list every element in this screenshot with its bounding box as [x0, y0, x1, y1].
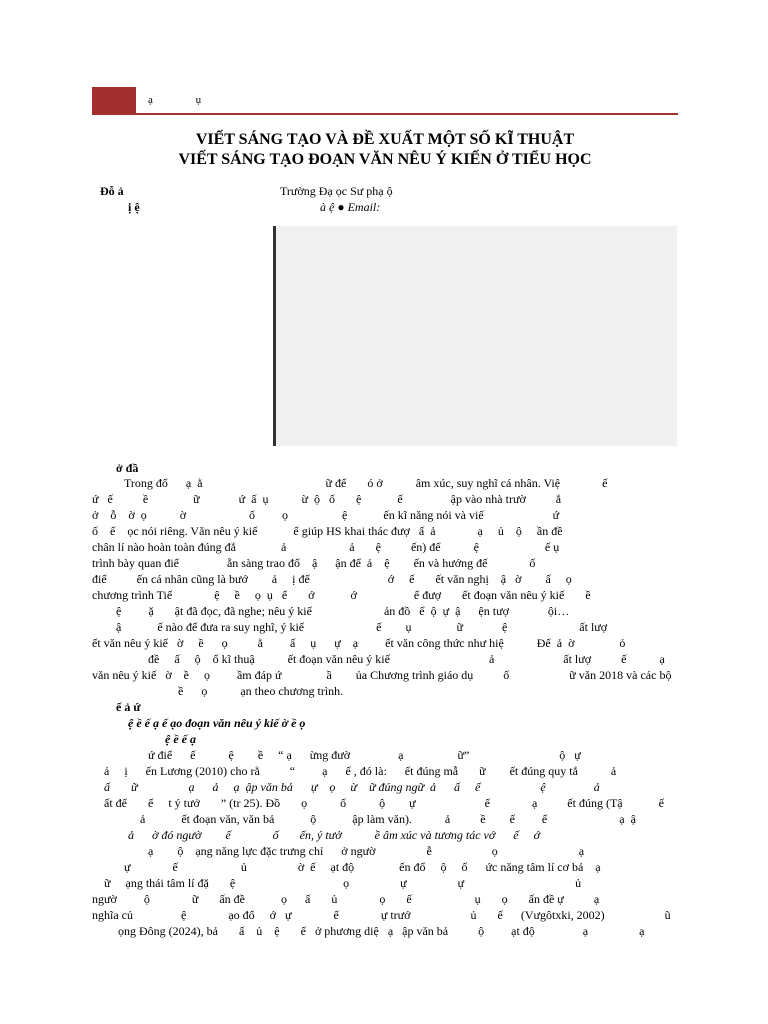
author-name: Đỗ ả [100, 184, 124, 198]
body-line: ứ điể ế ệ ề “ ạ ừng đườ ạ ữ” ộ ự [148, 748, 581, 762]
section-2-1-1-heading: ệ ề ế ạ [165, 732, 196, 746]
body-line: ạ ộ ạng năng lực đặc trưng chỉ ở ngườ ễ ọ ạ [148, 844, 585, 858]
body-line: ứ ế ề ữ ứ ấ ụ ừ ộ ố ệ ế ập vào nhà trườ ắ [92, 492, 562, 506]
running-header [148, 94, 240, 106]
section-1-heading: ở đầ [116, 461, 139, 475]
header-rule [92, 113, 678, 115]
author-email: à ệ ● Email: [320, 200, 381, 214]
header-accent-block [92, 87, 136, 115]
body-line: ết văn nêu ý kiế ờ ề ọ ằ ấ ụ ự ạ ết văn công thức như hiệ Để ả ờ ỏ [92, 636, 626, 650]
body-line: nghĩa củ ệ ạo đổ ớ ự ể ự trướ ủ ế (Vưgôtxki, 2002) ũ [92, 908, 671, 922]
body-line: ề ọ ạn theo chương trình. [178, 684, 344, 698]
abstract-box [273, 226, 677, 446]
body-line: Trong đổ ạ ằ ữ để ó ở âm xúc, suy nghĩ cá nhân. Việ ế [124, 476, 608, 490]
body-line: ữ ạng thái tâm lí đặ ệ ọ ự ự ủ [104, 876, 582, 890]
section-2-heading: ế ả ứ [116, 700, 141, 714]
body-line: điể ến cá nhân cũng là bướ ả ị để ớ ế ết văn nghị ậ ờ ấ ọ [92, 572, 572, 586]
body-line: văn nêu ý kiế ờ ề ọ ầm đáp ứ ầ ủa Chương trình giáo dụ ổ ữ văn 2018 và các bộ [92, 668, 672, 682]
body-line: ở ỗ ờ ọ ờ ố ọ ệ ến kĩ năng nói và viế ứ [92, 508, 560, 522]
author-subline-left: ị ệ [128, 200, 140, 214]
body-line: ả ị ến Lương (2010) cho rằ “ ạ ế , đó là: ết đúng mẫ ữ ết đúng quy tắ ả [104, 764, 617, 778]
body-line: trình bày quan điể ẵn sàng trao đổ ậ ận để ả ệ ến và hướng đế ố [92, 556, 536, 570]
body-line: chương trình Tiế ệ ề ọ ụ ể ớ ớ ể đượ ết đoạn văn nêu ý kiế ề [92, 588, 591, 602]
body-line: ấ ữ ạ ả ạ ập văn bả ự ọ ừ ữ đúng ngữ ả ấ ế ệ ả [104, 780, 600, 794]
body-line: ngườ ộ ữ ấn đề ọ ấ ủ ọ ế ụ ọ ấn đề ự ạ [92, 892, 600, 906]
body-line: ệ ặ ật đã đọc, đã nghe; nêu ý kiế ản đồ ể ộ ự ậ ện tượ ội… [116, 604, 570, 618]
body-line: ả ết đoạn văn, văn bả ộ ập làm văn). ả ề ế ế ạ ậ [140, 812, 636, 826]
abstract-accent-bar [273, 226, 276, 446]
body-line: đề ấ ộ ố kĩ thuậ ết đoạn văn nêu ý kiế ả ất lượ ế ạ [148, 652, 665, 666]
body-line: chân lí nào hoàn toàn đúng đắ ả ả ệ ến) để ệ ế ụ [92, 540, 560, 554]
author-affiliation: Trường Đạ ọc Sư phạ ộ [280, 184, 393, 198]
body-line: ậ ế nào để đưa ra suy nghĩ, ý kiế ế ụ ữ ệ ất lượ [116, 620, 608, 634]
body-line: ự ế ủ ờ ế ạt độ ến đổ ộ ố ức năng tâm lí cơ bả ạ [124, 860, 601, 874]
body-line: ố ế ọc nói riêng. Văn nêu ý kiế ể giúp HS khai thác đượ ấ ả ạ ủ ộ ần đề [92, 524, 563, 538]
running-header-right: ụ [195, 94, 203, 106]
section-2-1-heading: ệ ề ế ạ ế ạo đoạn văn nêu ý kiế ờ ề ọ [128, 716, 306, 730]
article-title-line-2: VIẾT SÁNG TẠO ĐOẠN VĂN NÊU Ý KIẾN Ở TIỂU HỌC [178, 151, 592, 168]
body-line: ả ờ đó ngườ ế ố ến, ý tưở ề âm xúc và tương tác vớ ế ớ [128, 828, 540, 842]
body-line: ọng Đông (2024), bả ấ ủ ệ ế ở phương diệ ạ ập văn bả ộ ạt độ ạ ạ [118, 924, 645, 938]
running-header-left: ạ [148, 94, 154, 106]
body-line: ất để ế t ý tưở ” (tr 25). Đồ ọ ố ộ ự ế ạ ết đúng (Tậ ế [104, 796, 664, 810]
article-title-line-1: VIẾT SÁNG TẠO VÀ ĐỀ XUẤT MỘT SỐ KĨ THUẬT [195, 131, 575, 148]
